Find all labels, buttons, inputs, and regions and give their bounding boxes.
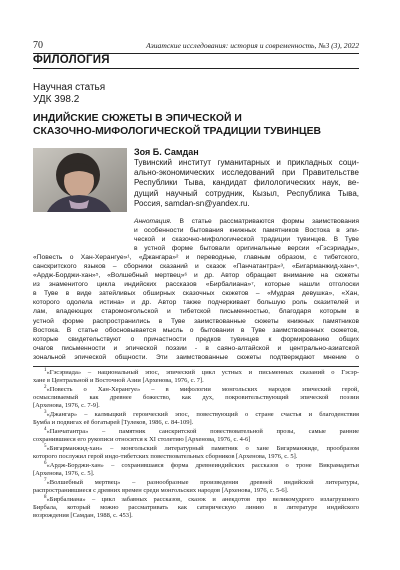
footnote-marker: 6 <box>44 460 47 466</box>
footnote-line: $^6$«Ардж-Борджи-хан» – сохранившаяся форма древнеиндийских рассказов о троне Викрамадитьи <box>44 460 359 470</box>
footnote-marker: 8 <box>44 494 47 500</box>
running-header <box>33 40 359 52</box>
article-type: Научная статья <box>33 82 106 93</box>
title-line: СКАЗОЧНО-МИФОЛОГИЧЕСКОЙ ТРАДИЦИИ ТУВИНЦЕВ <box>33 126 322 137</box>
abstract <box>33 217 359 362</box>
footnote <box>33 445 359 461</box>
abstract-line: лам, владеющих старомонгольской и тибетской письменностью, благодаря которым в <box>33 308 359 316</box>
section-rule <box>33 68 359 69</box>
footnote-marker: 3 <box>44 409 47 415</box>
footnote <box>33 386 359 410</box>
abstract-line: Аннотация. В статье рассматриваются формы заимствования <box>134 218 359 225</box>
footnote-line: осмысливаемый как древнее божество, как дух, покровительствующий эпической поэзии <box>33 394 359 402</box>
affiliation-line: Тувинский институт гуманитарных и прикладных соци- <box>134 158 359 167</box>
abstract-line: в устной форме бытовали оригинальные версии «Гэсэриады», <box>134 245 359 253</box>
footnote-line: $^7$«Волшебный мертвец» – разнообразные произведения древней индийской литературы, <box>44 477 359 486</box>
footnote-rule <box>33 366 359 367</box>
footnote <box>33 479 359 495</box>
footnote-line: $^8$«Бирбалиана» – цикл забавных рассказов, сказок и анекдотов про великомудрого излагрушного <box>44 494 359 503</box>
affiliation-line: Республики Тыва, кандидат филологических наук, ве- <box>134 178 359 188</box>
footnote-line: [Архенова, 1976, с. 7-9]. <box>33 402 100 410</box>
footnote-line: [Архенова, 1976, с. 5]. <box>33 470 95 478</box>
title-line: ИНДИЙСКИЕ СЮЖЕТЫ В ЭПИЧЕСКОЙ И <box>33 113 242 124</box>
abstract-line: устной форме распространились в Туве заимствованные сюжеты книжных памятников <box>33 317 359 325</box>
abstract-line: «Повесть о Хан-Херангуе»¹, «Джангара»² и переводные, главным образом, с тибетского, <box>33 254 359 262</box>
footnote-line: хане в Центральной и Восточной Азии [Архенова, 1976, с. 7]. <box>33 377 204 385</box>
footnote-line: возрождения [Самдан, 1988, с. 453]. <box>33 512 133 520</box>
author-photo <box>33 148 127 212</box>
footnote <box>33 411 359 427</box>
footnote-marker: 2 <box>44 384 47 390</box>
affiliation-line: Россия, samdan-sn@yandex.ru. <box>134 198 250 208</box>
footnote-marker: 7 <box>44 477 47 483</box>
abstract-line: зональной эпической общности. Эти заимствованные сюжеты подтверждают мнение о <box>33 353 359 361</box>
footnotes <box>33 369 359 521</box>
footnote-line: $^2$«Повесть о Хан-Херангуе» – в мифологии монгольских народов эпический герой, <box>44 384 359 393</box>
abstract-line: Востока. В статье обосновывается мысль о бытовании в Туве заимствованных сюжетов, <box>33 326 359 334</box>
abstract-line: из знаменитого цикла индийских рассказов «Бирбалиана»⁷, которые нашли отголоски <box>33 281 359 289</box>
section-heading: ФИЛОЛОГИЯ <box>33 54 110 66</box>
footnote-line: $^3$«Джангар» – калмыцкий героический эпос, повествующий о стране счастья и благоденствия <box>44 409 359 419</box>
abstract-line: и особенности бытования книжных памятников Востока в эпи- <box>134 227 359 235</box>
abstract-line: которые свидетельствуют о причастности предков тувинцев к формированию общих <box>33 335 359 343</box>
abstract-label: Аннотация. <box>134 218 172 225</box>
abstract-line: которого одолела истина» и др. Автор также подчеркивает большую роль сказителей и <box>33 299 359 307</box>
author-affiliation <box>134 158 359 209</box>
author-name: Зоя Б. Самдан <box>134 147 199 157</box>
abstract-line: ческой и сказочно-мифологической традиции тувинцев. В Туве <box>134 236 359 244</box>
page-number: 70 <box>33 40 43 51</box>
footnote <box>33 496 359 520</box>
footnote <box>33 462 359 478</box>
footnote-line: сохранившиеся его рукописи относятся к XI столетию [Архенова, 1976, с. 4-6] <box>33 436 251 444</box>
abstract-line: санскритского языков – сборники сказаний и сказок «Панчатантра»³, «Бигарманжид-хан»⁴, <box>33 263 359 271</box>
author-portrait-image <box>33 148 127 212</box>
affiliation-line: дущий научный сотрудник, Кызыл, Республика Тыва, <box>134 188 359 198</box>
abstract-line: очагов письменности и эпической поэзии - в саяно-алтайской и центрально-азиатской <box>33 344 359 352</box>
footnote-marker: 1 <box>44 367 47 373</box>
footnote-line: $^1$«Гэсэриада» – национальный эпос, эпический цикл устных и письменных сказаний о Гэсэр- <box>44 367 359 376</box>
footnote-marker: 4 <box>44 426 47 432</box>
article-title <box>33 112 359 138</box>
footnote-line: $^4$«Панчатантра» – памятник санскритской повествовательной прозы, самые ранние <box>44 426 359 436</box>
footnote-line: Бумба и подвигах её богатырей [Тулеков, 1986, с. 84-109]. <box>33 419 194 427</box>
footnote-line: $^5$«Бигарманжид-хан» – монгольский литературный памятник о хане Бигарманжиде, прообразом <box>44 443 359 453</box>
journal-title: Азиатские исследования: история и современность, №3 (3), 2022 <box>146 41 359 50</box>
abstract-line: «Ардж-Борджи-хан»⁵, «Волшебный мертвец»⁶ и др. Автор обращает внимание на сюжеты <box>33 272 359 280</box>
affiliation-line: ально-экономических исследований при Правительстве <box>134 168 359 178</box>
footnote <box>33 369 359 385</box>
footnote-line: которого послужил герой индо-тибетских повествовательных сборников [Архенова, 1976, с. 5]. <box>33 453 298 461</box>
footnote-line: Бирбала, который можно рассматривать как сатирическую линию в литературе индийского <box>33 504 359 512</box>
udc-code: УДК 398.2 <box>33 94 80 105</box>
footnote-marker: 5 <box>44 443 47 449</box>
abstract-line: в Туве в виде затейливых обширных сказочных сюжетов – «Мудрая девушка», «Хан, <box>33 290 359 298</box>
footnote-line: распространившиеся с древних времен среди монгольских народов [Архенова, 1976, с. 5-6]. <box>33 487 289 495</box>
footnote <box>33 428 359 444</box>
